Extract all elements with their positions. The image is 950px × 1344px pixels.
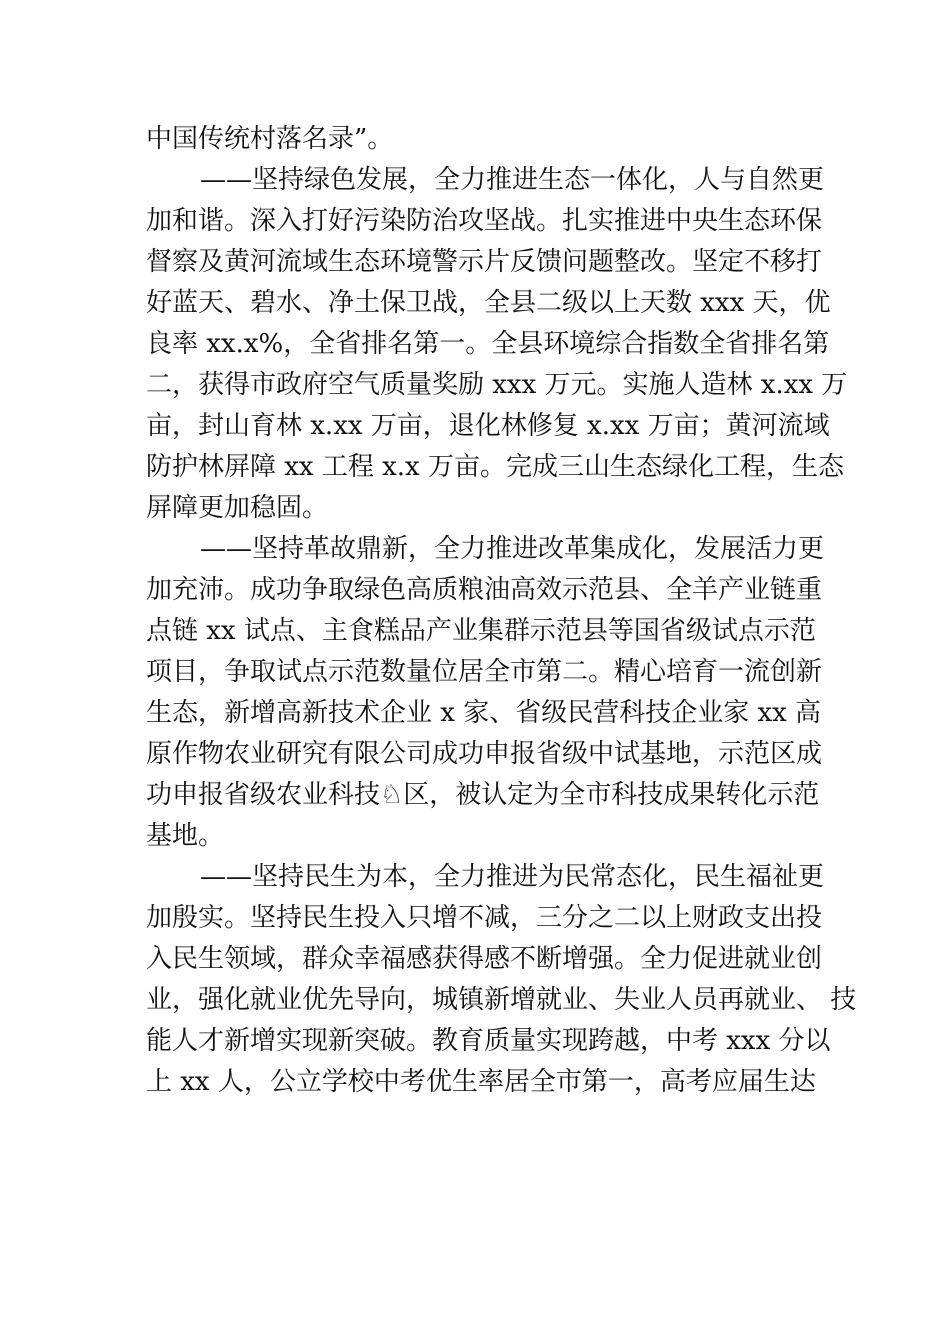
text-line: 项目，争取试点示范数量位居全市第二。精心培育一流创新 [146, 657, 823, 687]
text-line: 业，强化就业优先导向，城镇新增就业、失业人员再就业、 技 [146, 985, 857, 1015]
text-line: 良率 xx.x%，全省排名第一。全县环境综合指数全省排名第 [146, 329, 830, 359]
body-text [146, 119, 857, 1103]
text-line: 上 xx 人，公立学校中考优生率居全市第一，高考应届生达 [146, 1067, 816, 1097]
paragraph-green-development-start: ——坚持绿色发展，全力推进生态一体化，人与自然更 [200, 165, 825, 195]
text-line: 生态，新增高新技术企业 x 家、省级民营科技企业家 xx 高 [146, 698, 822, 728]
text-line: 加和谐。深入打好污染防治攻坚战。扎实推进中央生态环保 [146, 206, 823, 236]
paragraph-livelihood-start: ——坚持民生为本，全力推进为民常态化，民生福祉更 [200, 862, 825, 892]
text-line: 中国传统村落名录”。 [146, 124, 394, 154]
text-line: 二，获得市政府空气质量奖励 xxx 万元。实施人造林 x.xx 万 [146, 370, 848, 400]
text-line: 入民生领域，群众幸福感获得感不断增强。全力促进就业创 [146, 944, 823, 974]
text-line: 能人才新增实现新突破。教育质量实现跨越，中考 xxx 分以 [146, 1026, 831, 1056]
paragraph-reform-start: ——坚持革故鼎新，全力推进改革集成化，发展活力更 [200, 534, 825, 564]
text-line: 督察及黄河流域生态环境警示片反馈问题整改。坚定不移打 [146, 247, 823, 277]
text-line: 功申报省级农业科技♘区，被认定为全市科技成果转化示范 [146, 780, 820, 810]
text-line: 加殷实。坚持民生投入只增不减，三分之二以上财政支出投 [146, 903, 823, 933]
text-line: 防护林屏障 xx 工程 x.x 万亩。完成三山生态绿化工程，生态 [146, 452, 844, 482]
text-line: 屏障更加稳固。 [146, 493, 329, 523]
text-line: 基地。 [146, 821, 225, 851]
text-line: 原作物农业研究有限公司成功申报省级中试基地，示范区成 [146, 739, 823, 769]
text-line: 加充沛。成功争取绿色高质粮油高效示范县、全羊产业链重 [146, 575, 823, 605]
text-line: 亩，封山育林 x.xx 万亩，退化林修复 x.xx 万亩；黄河流域 [146, 411, 830, 441]
text-line: 点链 xx 试点、主食糕品产业集群示范县等国省级试点示范 [146, 616, 816, 646]
text-line: 好蓝天、碧水、净土保卫战，全县二级以上天数 xxx 天，优 [146, 288, 831, 318]
